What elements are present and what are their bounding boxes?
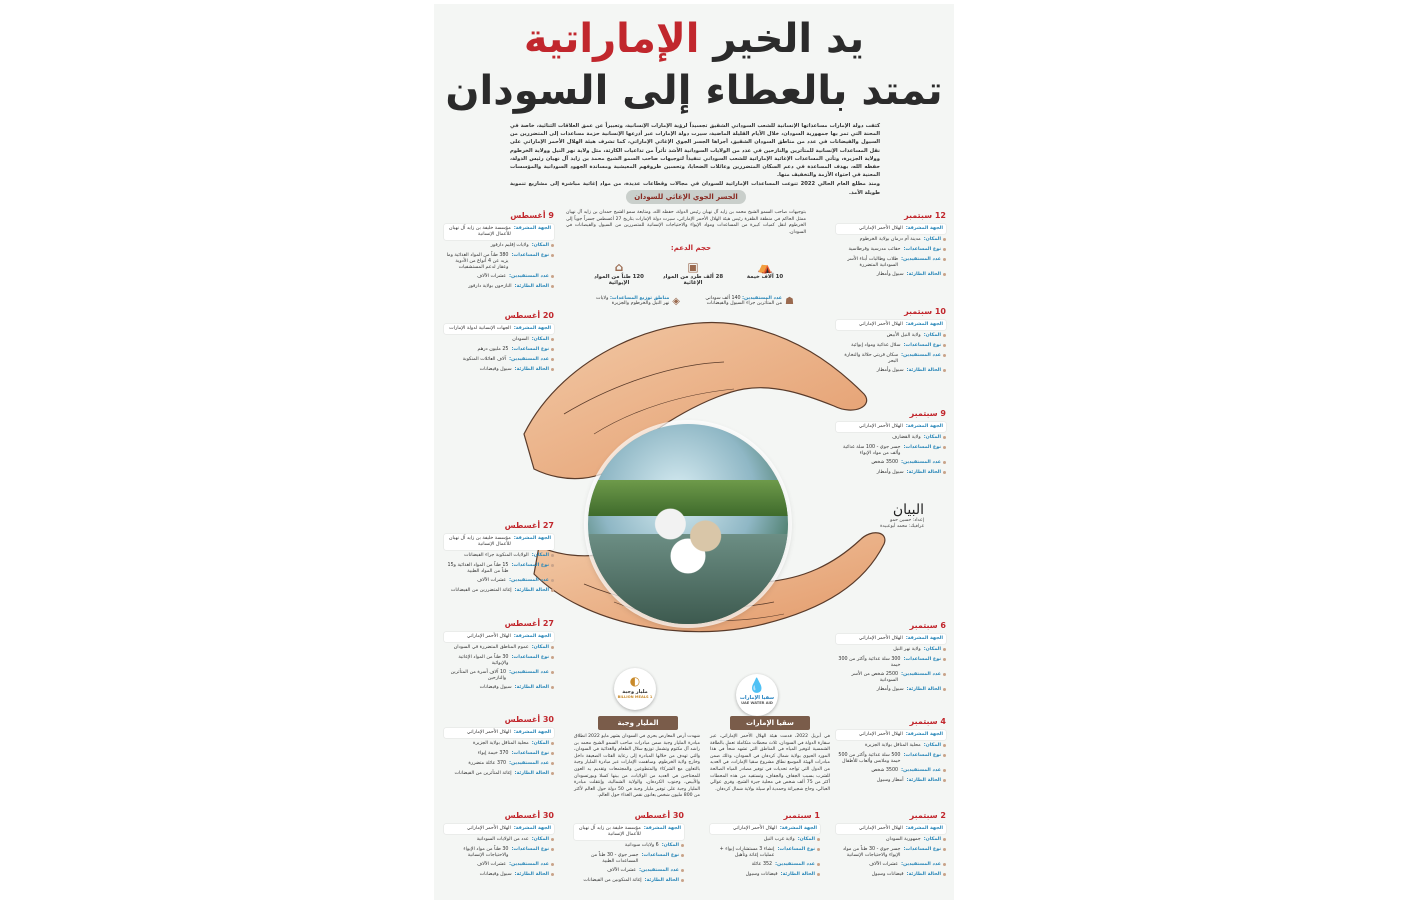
- field-label: الجهة المشرفة:: [905, 322, 943, 327]
- field-value: الهلال الأحمر الإماراتي: [858, 732, 903, 737]
- field-value: السودان: [512, 337, 529, 342]
- field-value: حقائب مدرسية وقرطاسية: [848, 247, 901, 252]
- timeline-card: [836, 620, 946, 694]
- aid-photo: [588, 424, 788, 624]
- support-volume-title: حجم الدعم:: [670, 244, 712, 252]
- logo-text-en: 1 BILLION MEALS: [617, 695, 653, 699]
- field-value: الهلال الأحمر الإماراتي: [466, 634, 511, 639]
- field-value: الهلال الأحمر الإماراتي: [732, 826, 777, 831]
- card-date: 6 سبتمبر: [909, 621, 946, 630]
- card-date: 4 سبتمبر: [909, 717, 946, 726]
- field-label: نوع المساعدات:: [903, 657, 941, 662]
- field-value: 352 عائلة: [751, 862, 773, 867]
- card-date: 20 أغسطس: [504, 311, 554, 320]
- field-value: سيول وفيضانات: [479, 872, 512, 877]
- field-label: المكان:: [923, 333, 941, 338]
- field-value: محلية المناقل بولاية الجزيرة: [864, 743, 921, 748]
- field-label: نوع المساعدات:: [903, 343, 941, 348]
- field-value: آلاف العائلات المنكوبة: [462, 357, 507, 362]
- beneficiaries-label: عدد المستفيدين:: [742, 296, 783, 301]
- field-label: الحالة الطارئة:: [906, 687, 941, 692]
- field-label: الجهة المشرفة:: [513, 730, 551, 735]
- card-date: 9 سبتمبر: [909, 409, 946, 418]
- field-label: الحالة الطارئة:: [514, 771, 549, 776]
- field-label: الجهة المشرفة:: [513, 826, 551, 831]
- field-label: نوع المساعدات:: [511, 847, 549, 852]
- field-value: 6 ولايات سودانية: [624, 843, 659, 848]
- timeline-card: [444, 618, 554, 692]
- card-date: 30 أغسطس: [504, 715, 554, 724]
- field-value: مؤسسة خليفة بن زايد آل نهيان للأعمال الإنسانية: [449, 536, 511, 547]
- areas-label: مناطق توزيع المساعدات:: [609, 296, 670, 301]
- field-value: سلال غذائية ومواد إيوائية: [851, 343, 901, 348]
- card-date: 9 أغسطس: [510, 211, 554, 220]
- map-icon: ◈: [672, 296, 680, 307]
- box-icon: ▣: [687, 260, 699, 274]
- field-label: عدد المستفيدين:: [901, 257, 941, 262]
- field-label: الحالة الطارئة:: [906, 470, 941, 475]
- field-value: عشرات الآلاف: [607, 868, 637, 873]
- field-label: عدد المستفيدين:: [509, 274, 549, 279]
- timeline-card: [836, 810, 946, 879]
- headline-line2: تمتد بالعطاء إلى السودان: [445, 68, 943, 114]
- card-date: 10 سبتمبر: [904, 307, 946, 316]
- logo-text-ar: مليار وجبة: [622, 689, 648, 695]
- field-value: عشرات الآلاف: [477, 578, 507, 583]
- field-value: الهلال الأحمر الإماراتي: [858, 826, 903, 831]
- intro-paragraph: ومنذ مطلع العام الحالي 2022 تنوعت المساعدات الإماراتية للسودان في مجالات وقطاعات عديدة، من مواد إغاثية مباشرة إلى مشاريع تنموية طويلة الأمد.: [510, 181, 880, 196]
- card-date: 2 سبتمبر: [909, 811, 946, 820]
- airbridge-pill: الجسر الجوي الإغاثي للسودان: [626, 190, 746, 204]
- field-label: المكان:: [797, 837, 815, 842]
- field-value: عشرات الآلاف: [477, 274, 507, 279]
- field-value: الهلال الأحمر الإماراتي: [466, 730, 511, 735]
- field-value: سيول وفيضانات: [479, 367, 512, 372]
- field-label: الجهة المشرفة:: [513, 326, 551, 331]
- field-value: 2500 شخص من الأسر السودانية: [851, 672, 899, 683]
- field-value: 300 سلة غذائية وأكثر من 300 خيمة: [838, 657, 901, 668]
- timeline-card: [444, 210, 554, 291]
- field-value: محلية المناقل بولاية الجزيرة: [472, 741, 529, 746]
- beneficiaries-value: 140 ألف سوداني من المتأثرين جراء السيول والفيضانات: [705, 296, 783, 306]
- field-label: المكان:: [531, 837, 549, 842]
- card-date: 1 سبتمبر: [783, 811, 820, 820]
- field-value: 370 عائلة متضررة: [468, 761, 507, 766]
- timeline-card: [444, 810, 554, 879]
- field-value: الهلال الأحمر الإماراتي: [858, 322, 903, 327]
- field-label: نوع المساعدات:: [511, 347, 549, 352]
- field-label: الجهة المشرفة:: [513, 634, 551, 639]
- logo-text-ar: سقيا الإمارات: [739, 695, 775, 701]
- field-label: نوع المساعدات:: [641, 853, 679, 858]
- stat-value: 10 آلاف خيمة: [746, 274, 784, 280]
- field-label: عدد المستفيدين:: [509, 357, 549, 362]
- field-label: المكان:: [923, 435, 941, 440]
- field-value: إغاثة المنكوبين من الفيضانات: [583, 878, 642, 883]
- field-label: عدد المستفيدين:: [901, 862, 941, 867]
- stat-parcels: [658, 260, 728, 286]
- field-value: سيول وأمطار: [876, 272, 904, 277]
- timeline-card: [836, 306, 946, 375]
- one-billion-meals-logo: [614, 668, 656, 710]
- field-value: الهلال الأحمر الإماراتي: [858, 636, 903, 641]
- field-label: عدد المستفيدين:: [775, 862, 815, 867]
- timeline-card: [836, 716, 946, 785]
- field-value: مؤسسة خليفة بن زايد آل نهيان للأعمال الإنسانية: [579, 826, 641, 837]
- field-value: سيول وأمطار: [876, 470, 904, 475]
- logo-text-en: UAE WATER AID: [741, 701, 773, 705]
- card-date: 27 أغسطس: [504, 521, 554, 530]
- field-label: الحالة الطارئة:: [906, 368, 941, 373]
- field-label: نوع المساعدات:: [511, 563, 549, 568]
- card-date: 30 أغسطس: [504, 811, 554, 820]
- field-value: عموم المناطق المتضررة في السودان: [453, 645, 529, 650]
- timeline-card: [836, 210, 946, 279]
- field-label: عدد المستفيدين:: [901, 460, 941, 465]
- field-label: الحالة الطارئة:: [906, 778, 941, 783]
- field-label: عدد المستفيدين:: [901, 768, 941, 773]
- people-icon: ☗: [785, 296, 794, 307]
- field-value: فيضانات وسيول: [871, 872, 904, 877]
- field-value: سيول وأمطار: [876, 368, 904, 373]
- field-label: عدد المستفيدين:: [509, 761, 549, 766]
- timeline-card: [444, 310, 554, 374]
- field-label: الجهة المشرفة:: [905, 226, 943, 231]
- areas-value: ولايات نهر النيل والخرطوم والجزيرة: [596, 296, 670, 306]
- field-label: الجهة المشرفة:: [905, 636, 943, 641]
- shelter-icon: ⌂: [614, 260, 624, 274]
- field-value: ولاية غرب النيل: [763, 837, 795, 842]
- credit-prepared: إعداد: حسين حمو: [890, 518, 924, 523]
- field-value: 25 مليون درهم: [477, 347, 509, 352]
- field-value: جسر جوي - 30 طناً من مواد الإيواء والاحتياجات الإنسانية: [842, 847, 901, 858]
- field-label: الحالة الطارئة:: [514, 284, 549, 289]
- credit-graphics: غرافيك: محمد أبوعبيدة: [880, 524, 924, 529]
- intro-text: [510, 122, 880, 197]
- field-label: المكان:: [923, 237, 941, 242]
- field-value: إنشاء 3 مستشارات إيواء + عمليات إغاثة وتأهيل: [719, 847, 775, 858]
- stat-value: 120 طناً من المواد الإيوائية: [594, 274, 644, 286]
- field-label: نوع المساعدات:: [511, 751, 549, 756]
- field-label: المكان:: [531, 645, 549, 650]
- field-value: مدينة أم درمان بولاية الخرطوم: [859, 237, 921, 242]
- field-value: الولايات المنكوبة جراء الفيضانات: [463, 553, 529, 558]
- field-label: نوع المساعدات:: [511, 253, 549, 258]
- water-aid-text: في أبريل 2022، قدمت هيئة الهلال الأحمر الإماراتي، عبر سفارة الدولة في السودان، ثلاث محطات متكاملة تعمل بالطاقة الشمسية لتوفير المياه في المناطق التي تشهد شحاً في هذا المورد الحيوي بولاية شمال كردفان في السودان، وذلك ضمن مبادرات الهيئة الموسع نطاق مشروع سقيا الإمارات، في العديد من الدول التي تواجه تحديات في توفير مصادر المياه الصالحة للشرب بسبب الجفاف والجفاف، وتستفيد من هذه المحطات أكثر من 75 ألف شخص في محلية جبرة الشيخ، وقرى عوالي العبالي، وحاج شجيراتة وحمدية أم سيلة بولاية شمال كردفان.: [710, 734, 830, 792]
- field-value: سيول وفيضانات: [479, 685, 512, 690]
- field-label: الجهة المشرفة:: [905, 826, 943, 831]
- field-label: عدد المستفيدين:: [509, 578, 549, 583]
- intro-paragraph: كثفت دولة الإمارات مساعداتها الإنسانية للشعب السوداني الشقيق تجسيداً لرؤية الإمارات الإنسانية، وتعبيراً عن عمق العلاقات الثنائية، خاصة في المحنة التي تمر بها جمهورية السودان، خلال الأيام القليلة الماضية، سيرت دولة الإمارات عبر أذرعها الإنسانية حزمة مساعدات إلى المتضررين من السيول والفيضانات في عدد من مناطق السودان الشقيق، أجراها الجسر الجوي الإغاثي الإماراتي، كما تشرف هيئة الهلال الأحمر الإماراتي على نقل المساعدات الإنسانية للمتأثرين والنازحين في عدد من الولايات السودانية الأشد تأثراً من تداعيات الكارثة، مثل ولاية نهر النيل وولاية الخرطوم وولاية الجزيرة، وتأتي المساعدات الإغاثية الإماراتية للشعب السوداني تنفيذاً لتوجيهات صاحب السمو الشيخ محمد بن زايد آل نهيان رئيس الدولة، حفظه الله، بهدف المساعدة في دعم السكان المتضررين وعائلات الضحايا، وتحسين ظروفهم المعيشية ومساندة الجهود السودانية والمؤسسات المعنية في احتواء الأزمة والتخفيف منها.: [510, 123, 880, 179]
- billion-meals-pill: المليار وجبة: [598, 716, 678, 730]
- field-value: 3500 شخص: [871, 768, 899, 773]
- timeline-card: [710, 810, 820, 879]
- field-value: فيضانات وسيول: [745, 872, 778, 877]
- field-value: طلاب وطالبات أبناء الأسر السودانية المتضررة: [847, 257, 899, 268]
- field-label: عدد المستفيدين:: [509, 862, 549, 867]
- field-value: الهلال الأحمر الإماراتي: [858, 424, 903, 429]
- field-label: نوع المساعدات:: [903, 753, 941, 758]
- water-drop-icon: 💧: [748, 678, 766, 694]
- field-label: نوع المساعدات:: [511, 655, 549, 660]
- field-label: نوع المساعدات:: [903, 445, 941, 450]
- timeline-card: [574, 810, 684, 885]
- headline-dark: يد الخير: [699, 16, 865, 62]
- field-label: الحالة الطارئة:: [780, 872, 815, 877]
- field-value: جمهورية السودان: [886, 837, 921, 842]
- stat-shelter: [584, 260, 654, 286]
- timeline-card: [444, 714, 554, 778]
- field-label: عدد المستفيدين:: [509, 670, 549, 675]
- field-value: 15 طناً من المواد الغذائية و15 طناً من المواد الطبية: [447, 563, 509, 574]
- field-label: عدد المستفيدين:: [901, 672, 941, 677]
- tent-icon: ⛺: [757, 260, 773, 274]
- uae-water-aid-logo: [736, 674, 778, 716]
- field-label: نوع المساعدات:: [903, 847, 941, 852]
- field-label: نوع المساعدات:: [777, 847, 815, 852]
- stat-value: 28 ألف طرد من المواد الإغاثية: [662, 274, 724, 286]
- field-label: عدد المستفيدين:: [639, 868, 679, 873]
- billion-meals-text: شهدت أرض المعارض بحري في السودان بشهر مايو 2022 انطلاق مبادرة المليار وجبة ضمن مبادرات صاحب السمو الشيخ محمد بن راشد آل مكتوم وتشمل توزيع سلال الطعام والغذائية في السودان، والتي تهدف من خلالها المبادرة إلى رعاية الفئات الضعيفة داخل وخارج ولاية الخرطوم. وساهمت الإمارات عبر مبادرة المليار وجبة بالتعاون مع الشركاء والمتطوعين والمجتمعات وتقديم يد العون للمحتاجين في العديد من الولايات، من بينها كسلا وبورتسودان والأبيض، وجنوب الكردفان، والولاية الشمالية، وإنتقلت مبادرة المليار وجبة على توفير مليار وجبة في 50 دولة حول العالم لأكثر من 800 مليون شخص يعانون نقص الغذاء حول العالم.: [574, 734, 700, 799]
- field-value: سيول وأمطار: [876, 687, 904, 692]
- stat-tents: [730, 260, 800, 280]
- field-value: عشرات الآلاف: [869, 862, 899, 867]
- infographic-poster: [434, 4, 954, 900]
- field-label: الحالة الطارئة:: [514, 588, 549, 593]
- field-label: المكان:: [923, 647, 941, 652]
- meals-icon: ◐: [629, 674, 641, 688]
- headline-line1: [434, 16, 954, 62]
- field-value: 30 طناً من المواد الإغاثية والإيوائية: [458, 655, 509, 666]
- headline-red: الإماراتية: [523, 16, 700, 62]
- timeline-card: [444, 520, 554, 595]
- field-value: 3500 شخص: [871, 460, 899, 465]
- field-value: النازحون بولاية دارفور: [468, 284, 512, 289]
- field-label: المكان:: [531, 243, 549, 248]
- field-label: المكان:: [923, 743, 941, 748]
- field-value: سكان قريتي حلالة والنخارة البحر: [844, 353, 899, 364]
- field-value: 500 سلة غذائية وأكثر من 500 خيمة وملابس وألعاب للأطفال: [838, 753, 901, 764]
- field-label: المكان:: [531, 337, 549, 342]
- field-value: الهلال الأحمر الإماراتي: [466, 826, 511, 831]
- field-label: الحالة الطارئة:: [906, 872, 941, 877]
- field-value: 380 طناً من المواد الغذائية وما يزيد عن 4 أنواع من الأدوية وعقار لدعم المستشفيات: [446, 253, 509, 270]
- field-value: 30 طناً من مواد الإيواء والاحتياجات الإنسانية: [463, 847, 509, 858]
- field-value: جسر جوي - 100 سلة غذائية وألف من مواد الإيواء: [842, 445, 901, 456]
- field-label: الجهة المشرفة:: [779, 826, 817, 831]
- field-label: نوع المساعدات:: [903, 247, 941, 252]
- card-date: 27 أغسطس: [504, 619, 554, 628]
- field-value: 370 خيمة إيواء: [477, 751, 509, 756]
- field-label: المكان:: [531, 741, 549, 746]
- field-label: الجهة المشرفة:: [513, 226, 551, 231]
- field-label: عدد المستفيدين:: [901, 353, 941, 358]
- field-value: إغاثة المتضررين من الفيضانات: [450, 588, 512, 593]
- field-value: ولاية النيل الأبيض: [886, 333, 921, 338]
- credits: [880, 502, 924, 530]
- field-value: الهلال الأحمر الإماراتي: [858, 226, 903, 231]
- field-value: ولاية القضارف: [892, 435, 921, 440]
- timeline-card: [836, 408, 946, 477]
- field-value: ولايات إقليم دارفور: [490, 243, 529, 248]
- field-label: المكان:: [923, 837, 941, 842]
- masthead-logo: البيان: [892, 502, 924, 518]
- field-value: إغاثة المتأثرين من الفيضانات: [454, 771, 512, 776]
- field-label: المكان:: [661, 843, 679, 848]
- field-label: الجهة المشرفة:: [905, 732, 943, 737]
- field-value: جسر جوي - 30 طناً من المساعدات الطبية: [590, 853, 639, 864]
- field-value: ولاية نهر النيل: [893, 647, 921, 652]
- field-label: الحالة الطارئة:: [514, 872, 549, 877]
- card-date: 30 أغسطس: [634, 811, 684, 820]
- card-date: 12 سبتمبر: [904, 211, 946, 220]
- water-aid-pill: سقيا الإمارات: [730, 716, 810, 730]
- field-label: الحالة الطارئة:: [644, 878, 679, 883]
- field-label: الجهة المشرفة:: [643, 826, 681, 831]
- airbridge-text: بتوجيهات صاحب السمو الشيخ محمد بن زايد آل نهيان رئيس الدولة، حفظه الله، ومتابعة سمو الشيخ حمدان بن زايد آل نهيان ممثل الحاكم في منطقة الظفرة رئيس هيئة الهلال الأحمر الإماراتي، سيرت دولة الإمارات بتاريخ 27 أغسطس جسراً جوياً إلى الخرطوم لنقل كميات كبيرة من المساعدات ومواد الإيواء والاحتياجات الإنسانية للمتضررين من السيول والفيضانات في السودان.: [566, 210, 806, 235]
- field-label: الحالة الطارئة:: [906, 272, 941, 277]
- field-label: الجهة المشرفة:: [905, 424, 943, 429]
- field-label: المكان:: [531, 553, 549, 558]
- field-value: أمطار وسيول: [876, 778, 904, 783]
- field-label: الجهة المشرفة:: [513, 536, 551, 541]
- field-value: 10 آلاف أسرة من المتأثرين والنازحين: [450, 670, 507, 681]
- field-value: عدد من الولايات السودانية: [476, 837, 529, 842]
- field-value: مؤسسة خليفة بن زايد آل نهيان للأعمال الإنسانية: [449, 226, 511, 237]
- field-value: عشرات الآلاف: [477, 862, 507, 867]
- field-value: الجهات الإنسانية لدولة الإمارات: [449, 326, 511, 331]
- field-label: الحالة الطارئة:: [514, 367, 549, 372]
- field-label: الحالة الطارئة:: [514, 685, 549, 690]
